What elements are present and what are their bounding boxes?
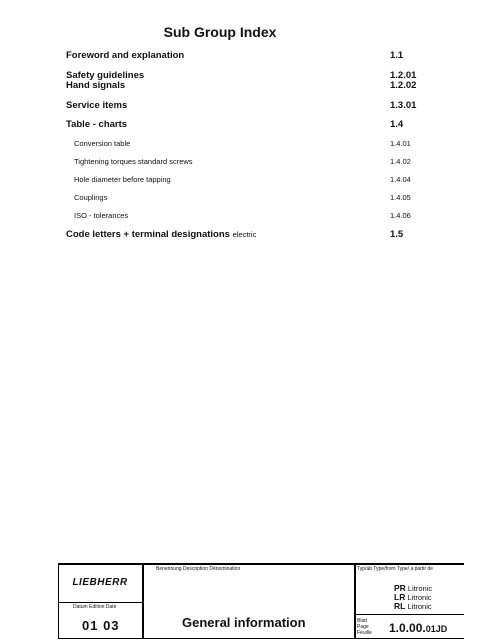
titleblock-divider-page bbox=[354, 614, 464, 615]
index-row-number: 1.4.02 bbox=[390, 157, 411, 166]
index-row-label bbox=[66, 119, 127, 130]
index-row-text: Couplings bbox=[74, 193, 108, 202]
index-row-text: Code letters + terminal designations bbox=[66, 229, 230, 240]
index-row-text: Tightening torques standard screws bbox=[74, 157, 193, 166]
page-label-feuille: Feuille bbox=[357, 630, 372, 636]
date-label: Datum Edition Date bbox=[73, 604, 117, 610]
document-title: General information bbox=[182, 615, 306, 630]
index-row-text: Foreword and explanation bbox=[66, 50, 185, 61]
designation-label: Benennung Description Dénomination bbox=[156, 566, 241, 572]
type-label: Typ/ab Type/from Type/ a partir de bbox=[357, 566, 433, 572]
index-row-number: 1.4.04 bbox=[390, 175, 411, 184]
index-row-number: 1.2.02 bbox=[390, 80, 417, 91]
edition-date: 01 03 bbox=[82, 618, 120, 633]
type-rl: RL Litronic bbox=[394, 601, 432, 611]
index-row-number: 1.4 bbox=[390, 119, 404, 130]
index-row-label bbox=[74, 175, 171, 184]
index-row-text: ISO - tolerances bbox=[74, 211, 129, 220]
index-row-number: 1.4.05 bbox=[390, 193, 411, 202]
index-row-number: 1.5 bbox=[390, 229, 404, 240]
type-lr: LR Litronic bbox=[394, 592, 432, 602]
titleblock-border-bottom bbox=[58, 638, 464, 639]
index-row-label bbox=[66, 100, 127, 111]
index-row-number: 1.1 bbox=[390, 50, 404, 61]
index-row-label bbox=[74, 211, 128, 220]
index-row-text: Safety guidelines bbox=[66, 70, 145, 81]
page-label-page: Page bbox=[357, 624, 369, 630]
page-title: Sub Group Index bbox=[163, 24, 277, 40]
index-row-text: Conversion table bbox=[74, 139, 131, 148]
index-row-suffix: electric bbox=[232, 230, 257, 239]
titleblock-border-left bbox=[58, 563, 59, 638]
index-row-text: Service items bbox=[66, 100, 128, 111]
page-label-blatt: Blatt bbox=[357, 618, 368, 624]
titleblock-border-top bbox=[58, 563, 464, 565]
page-number: 1.0.00.01JD bbox=[389, 621, 448, 635]
index-row-label bbox=[66, 229, 256, 240]
index-row-label bbox=[66, 50, 184, 61]
index-row-label bbox=[74, 139, 130, 148]
index-row-number: 1.4.06 bbox=[390, 211, 411, 220]
index-row-number: 1.4.01 bbox=[390, 139, 411, 148]
index-row-text: Hand signals bbox=[66, 80, 126, 91]
index-row-text: Table - charts bbox=[66, 119, 128, 130]
type-pr: PR Litronic bbox=[394, 583, 433, 593]
index-row-label bbox=[74, 193, 107, 202]
index-row-number: 1.3.01 bbox=[390, 100, 417, 111]
index-row-number: 1.2.01 bbox=[390, 70, 417, 81]
titleblock-divider-date bbox=[58, 602, 142, 603]
titleblock-divider-2 bbox=[354, 563, 356, 638]
liebherr-logo: LIEBHERR bbox=[72, 577, 128, 588]
index-row-label bbox=[66, 80, 125, 91]
titleblock-divider-1 bbox=[142, 563, 144, 638]
index-row-label bbox=[74, 157, 193, 166]
index-row-text: Hole diameter before tapping bbox=[74, 175, 171, 184]
